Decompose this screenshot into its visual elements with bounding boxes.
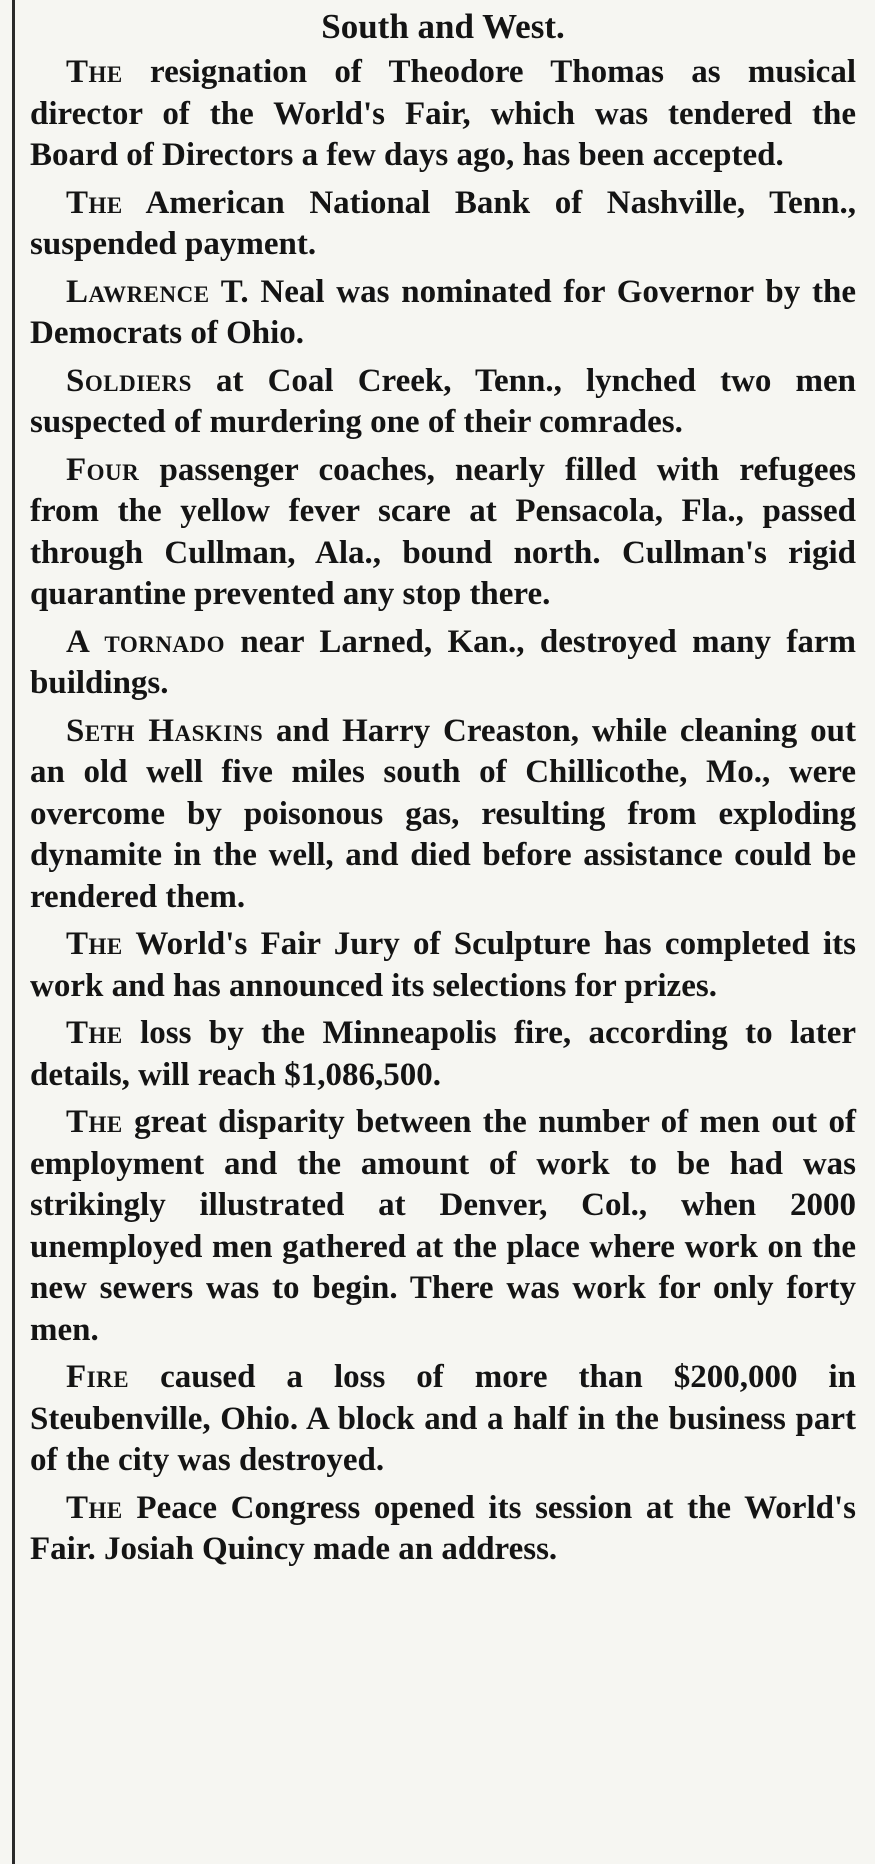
item-body: American National Bank of Nashville, Tenn., suspended payment. xyxy=(30,184,856,262)
news-item-sculpture-jury xyxy=(30,924,856,1007)
news-item-neal-nomination xyxy=(30,272,856,355)
news-item-peace-congress xyxy=(30,1488,856,1571)
item-lead-word: Soldiers xyxy=(66,362,192,399)
item-lead-word: A tornado xyxy=(66,623,226,660)
item-body: resignation of Theodore Thomas as musical director of the World's Fair, which was tendered the Board of Directors a few days ago, has been accepted. xyxy=(30,54,856,173)
item-lead-word: Four xyxy=(66,451,140,488)
item-body: great disparity between the number of men out of employment and the amount of work to be had was strikingly illustrated at Denver, Col., when 2000 unemployed men gathered at the place where work on the new sewers was to begin. There was work for only forty men. xyxy=(30,1104,856,1348)
news-item-coal-creek xyxy=(30,361,856,444)
news-item-minneapolis-fire xyxy=(30,1013,856,1096)
item-body: caused a loss of more than $200,000 in Steubenville, Ohio. A block and a half in the business part of the city was destroyed. xyxy=(30,1359,856,1478)
item-body: near Larned, Kan., destroyed many farm buildings. xyxy=(30,623,857,701)
news-item-denver-unemployed xyxy=(30,1102,856,1351)
item-lead-word: The xyxy=(66,1104,123,1140)
item-lead-word: The xyxy=(66,926,123,962)
column-rule xyxy=(12,0,15,1864)
news-item-pensacola-refugees xyxy=(30,450,856,616)
news-item-nashville-bank xyxy=(30,183,856,266)
item-lead-word: Fire xyxy=(66,1359,130,1395)
item-lead-word: Seth Haskins xyxy=(66,712,264,749)
item-lead-word: Lawrence xyxy=(66,273,210,310)
news-item-thomas-resignation xyxy=(30,52,856,177)
item-body: at Coal Creek, Tenn., lynched two men suspected of murdering one of their comrades. xyxy=(30,362,856,440)
item-body: Peace Congress opened its session at the World's Fair. Josiah Quincy made an address. xyxy=(30,1489,856,1567)
item-lead-word: The xyxy=(66,54,123,90)
news-item-steubenville-fire xyxy=(30,1357,856,1482)
item-body: World's Fair Jury of Sculpture has completed its work and has announced its selections for prizes. xyxy=(30,926,856,1004)
news-column xyxy=(30,6,856,1856)
section-headline: South and West. xyxy=(321,7,565,46)
item-lead-word: The xyxy=(66,1015,123,1051)
news-item-chillicothe-well xyxy=(30,711,856,919)
item-lead-word: The xyxy=(66,184,123,221)
item-body: loss by the Minneapolis fire, according to later details, will reach $1,086,500. xyxy=(30,1015,856,1093)
item-lead-word: The xyxy=(66,1489,123,1526)
item-body: and Harry Creaston, while cleaning out an old well five miles south of Chillicothe, Mo., were overcome by poisonous gas, resulting from exploding dynamite in the well, and died before assistance could be rendered them. xyxy=(30,712,856,915)
item-body: passenger coaches, nearly filled with refugees from the yellow fever scare at Pensacola, Fla., passed through Cullman, Ala., bound north. Cullman's rigid quarantine prevented any stop there. xyxy=(30,451,856,612)
item-body: T. Neal was nominated for Governor by the Democrats of Ohio. xyxy=(30,273,856,351)
news-item-larned-tornado xyxy=(30,622,856,705)
